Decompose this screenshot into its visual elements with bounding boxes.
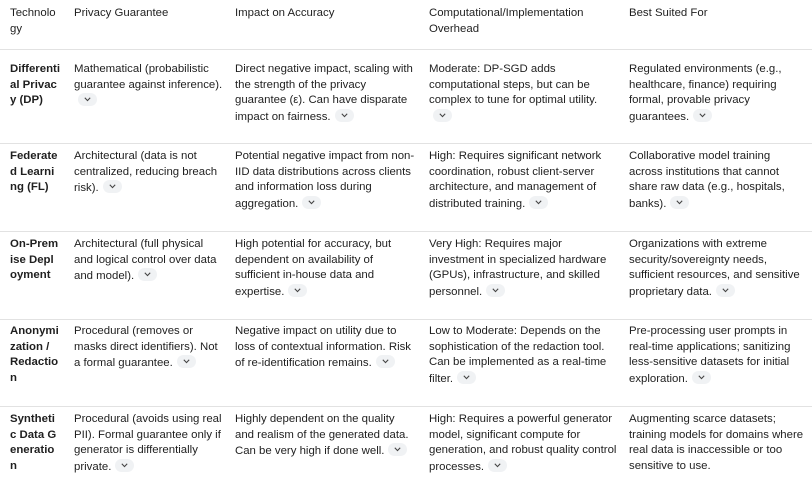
- header-best-suited-for: Best Suited For: [629, 7, 708, 19]
- chevron-down-icon[interactable]: [693, 109, 712, 122]
- header-overhead: Computational/Implementation Overhead: [429, 7, 584, 35]
- privacy-guarantee-cell: [74, 237, 224, 285]
- cell-text: Architectural (full physical and logical control over data and model).: [74, 238, 217, 283]
- privacy-guarantee-cell: [74, 62, 224, 110]
- overhead-cell: [429, 324, 619, 387]
- chevron-down-icon[interactable]: [716, 284, 735, 297]
- technology-name: Anonymization / Redaction: [10, 325, 59, 384]
- chevron-down-icon[interactable]: [692, 371, 711, 384]
- cell-text: Procedural (removes or masks direct identifiers). Not a formal guarantee.: [74, 325, 218, 370]
- header-impact-on-accuracy: Impact on Accuracy: [235, 7, 335, 19]
- header-privacy-guarantee: Privacy Guarantee: [74, 7, 169, 19]
- cell-text: Direct negative impact, scaling with the strength of the privacy guarantee (ε). Can have disparate impact on fairness.: [235, 63, 413, 123]
- chevron-down-icon[interactable]: [103, 180, 122, 193]
- chevron-down-icon[interactable]: [670, 196, 689, 209]
- chevron-down-icon[interactable]: [457, 371, 476, 384]
- cell-text: Organizations with extreme security/sovereignty needs, sufficient resources, and sensitive proprietary data.: [629, 238, 800, 298]
- best-suited-for-cell: [629, 237, 804, 300]
- best-suited-for-cell: [629, 412, 804, 474]
- overhead-cell: [429, 149, 619, 212]
- table-row: [0, 237, 812, 320]
- cell-text: Mathematical (probabilistic guarantee against inference).: [74, 63, 223, 91]
- best-suited-for-cell: [629, 324, 804, 387]
- chevron-down-icon[interactable]: [388, 443, 407, 456]
- cell-text: Negative impact on utility due to loss of contextual information. Risk of re-identification remains.: [235, 325, 411, 370]
- cell-text: Low to Moderate: Depends on the sophistication of the redaction tool. Can be implemented as a real-time filter.: [429, 325, 607, 385]
- cell-text: High: Requires a powerful generator model, significant compute for generation, and robust quality control processes.: [429, 413, 617, 473]
- technology-name: On-Premise Deployment: [10, 238, 59, 282]
- cell-text: Moderate: DP-SGD adds computational steps, but can be complex to tune for optimal utility.: [429, 63, 598, 107]
- technology-name: Synthetic Data Generation: [10, 413, 57, 472]
- chevron-down-icon[interactable]: [486, 284, 505, 297]
- overhead-cell: [429, 62, 619, 125]
- cell-text: Regulated environments (e.g., healthcare, finance) requiring formal, provable privacy guarantees.: [629, 63, 782, 123]
- impact-on-accuracy-cell: [235, 62, 415, 125]
- impact-on-accuracy-cell: [235, 237, 415, 300]
- cell-text: Potential negative impact from non-IID data distributions across clients and information loss during aggregation.: [235, 150, 415, 210]
- cell-text: High potential for accuracy, but dependent on availability of sufficient in-house data and expertise.: [235, 238, 392, 298]
- privacy-guarantee-cell: [74, 324, 224, 372]
- technology-name: Differential Privacy (DP): [10, 63, 60, 107]
- cell-text: Highly dependent on the quality and realism of the generated data. Can be very high if done well.: [235, 413, 409, 458]
- overhead-cell: [429, 412, 619, 475]
- cell-text: Very High: Requires major investment in specialized hardware (GPUs), infrastructure, and skilled personnel.: [429, 238, 607, 298]
- impact-on-accuracy-cell: [235, 149, 415, 212]
- impact-on-accuracy-cell: [235, 324, 415, 372]
- table-row: [0, 149, 812, 232]
- cell-text: Collaborative model training across institutions that cannot share raw data (e.g., hospitals, banks).: [629, 150, 785, 210]
- chevron-down-icon[interactable]: [115, 459, 134, 472]
- table-row: [0, 412, 812, 493]
- privacy-guarantee-cell: [74, 412, 224, 475]
- impact-on-accuracy-cell: [235, 412, 415, 460]
- technology-name: Federated Learning (FL): [10, 150, 58, 194]
- chevron-down-icon[interactable]: [78, 93, 97, 106]
- cell-text: Augmenting scarce datasets; training models for domains where real data is inaccessible or too sensitive to use.: [629, 413, 804, 472]
- privacy-guarantee-cell: [74, 149, 224, 197]
- table-row: [0, 324, 812, 407]
- chevron-down-icon[interactable]: [433, 109, 452, 122]
- table-header-row: [0, 6, 812, 50]
- chevron-down-icon[interactable]: [302, 196, 321, 209]
- best-suited-for-cell: [629, 62, 804, 125]
- chevron-down-icon[interactable]: [138, 268, 157, 281]
- chevron-down-icon[interactable]: [529, 196, 548, 209]
- best-suited-for-cell: [629, 149, 804, 212]
- chevron-down-icon[interactable]: [288, 284, 307, 297]
- chevron-down-icon[interactable]: [335, 109, 354, 122]
- cell-text: Pre-processing user prompts in real-time applications; sanitizing less-sensitive datasets for initial exploration.: [629, 325, 791, 385]
- overhead-cell: [429, 237, 619, 300]
- cell-text: Procedural (avoids using real PII). Formal guarantee only if generator is differentially private.: [74, 413, 222, 473]
- chevron-down-icon[interactable]: [376, 355, 395, 368]
- table-row: [0, 62, 812, 144]
- chevron-down-icon[interactable]: [488, 459, 507, 472]
- cell-text: High: Requires significant network coordination, robust client-server architecture, and management of distributed training.: [429, 150, 602, 210]
- chevron-down-icon[interactable]: [177, 355, 196, 368]
- header-technology: Technology: [10, 7, 56, 35]
- cell-text: Architectural (data is not centralized, reducing breach risk).: [74, 150, 218, 195]
